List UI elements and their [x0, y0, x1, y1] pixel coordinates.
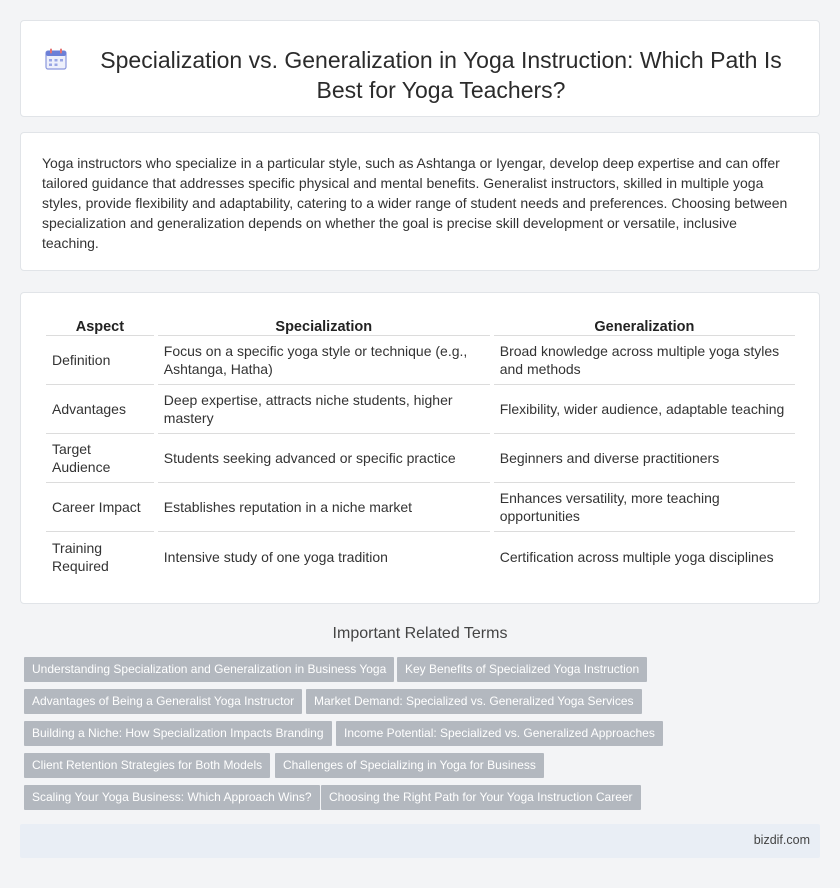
related-term-tag[interactable]: Understanding Specialization and Generalization in Business Yoga	[24, 657, 394, 682]
intro-card	[20, 132, 820, 271]
cell-generalization: Beginners and diverse practitioners	[494, 434, 795, 483]
intro-paragraph: Yoga instructors who specialize in a particular style, such as Ashtanga or Iyengar, develop deep expertise and can offer tailored guidance that addresses specific physical and mental benefits. Generalist instructors, skilled in multiple yoga styles, provide flexibility and adaptability, catering to a wider range of student needs and preferences. Choosing between specialization and generalization depends on whether the goal is precise skill development or versatile, inclusive teaching.	[42, 155, 788, 251]
related-term-tag[interactable]: Scaling Your Yoga Business: Which Approach Wins?	[24, 785, 320, 810]
comparison-card	[20, 292, 820, 604]
header-specialization: Specialization	[158, 315, 490, 336]
cell-specialization: Establishes reputation in a niche market	[158, 483, 490, 532]
header-aspect: Aspect	[46, 315, 154, 336]
cell-generalization: Flexibility, wider audience, adaptable teaching	[494, 385, 795, 434]
related-term-tag[interactable]: Client Retention Strategies for Both Models	[24, 753, 270, 778]
header-generalization: Generalization	[494, 315, 795, 336]
cell-specialization: Deep expertise, attracts niche students, higher mastery	[158, 385, 490, 434]
related-term-tag[interactable]: Income Potential: Specialized vs. Generalized Approaches	[336, 721, 663, 746]
cell-aspect: Advantages	[46, 385, 154, 434]
related-terms-heading: Important Related Terms	[332, 625, 508, 642]
table-row	[46, 483, 795, 532]
cell-generalization: Broad knowledge across multiple yoga styles and methods	[494, 336, 795, 385]
related-term-tag[interactable]: Key Benefits of Specialized Yoga Instruction	[397, 657, 647, 682]
table-row	[46, 532, 795, 581]
cell-aspect: Training Required	[52, 539, 109, 574]
cell-aspect: Career Impact	[46, 483, 154, 532]
cell-specialization: Students seeking advanced or specific practice	[158, 434, 490, 483]
related-term-tag[interactable]: Advantages of Being a Generalist Yoga Instructor	[24, 689, 302, 714]
cell-generalization: Certification across multiple yoga disciplines	[499, 548, 774, 565]
table-row	[46, 336, 795, 385]
related-term-tag[interactable]: Choosing the Right Path for Your Yoga Instruction Career	[321, 785, 641, 810]
table-header-row	[46, 315, 795, 336]
table-row	[46, 385, 795, 434]
cell-specialization: Focus on a specific yoga style or technique (e.g., Ashtanga, Hatha)	[158, 336, 490, 385]
footer	[20, 824, 820, 858]
page-title: Specialization vs. Generalization in Yoga Instruction: Which Path Is Best for Yoga Teachers?	[100, 47, 782, 103]
calendar-icon	[45, 48, 67, 70]
table-row	[46, 434, 795, 483]
related-term-tag[interactable]: Challenges of Specializing in Yoga for Business	[275, 753, 544, 778]
cell-aspect: Target Audience	[46, 434, 154, 483]
footer-brand-link[interactable]: bizdif.com	[753, 833, 810, 847]
cell-specialization: Intensive study of one yoga tradition	[163, 548, 388, 565]
related-term-tag[interactable]: Market Demand: Specialized vs. Generalized Yoga Services	[306, 689, 642, 714]
title-card	[20, 20, 820, 117]
comparison-table	[42, 315, 799, 581]
cell-generalization: Enhances versatility, more teaching opportunities	[494, 483, 795, 532]
cell-aspect: Definition	[46, 336, 154, 385]
related-term-tag[interactable]: Building a Niche: How Specialization Impacts Branding	[24, 721, 332, 746]
